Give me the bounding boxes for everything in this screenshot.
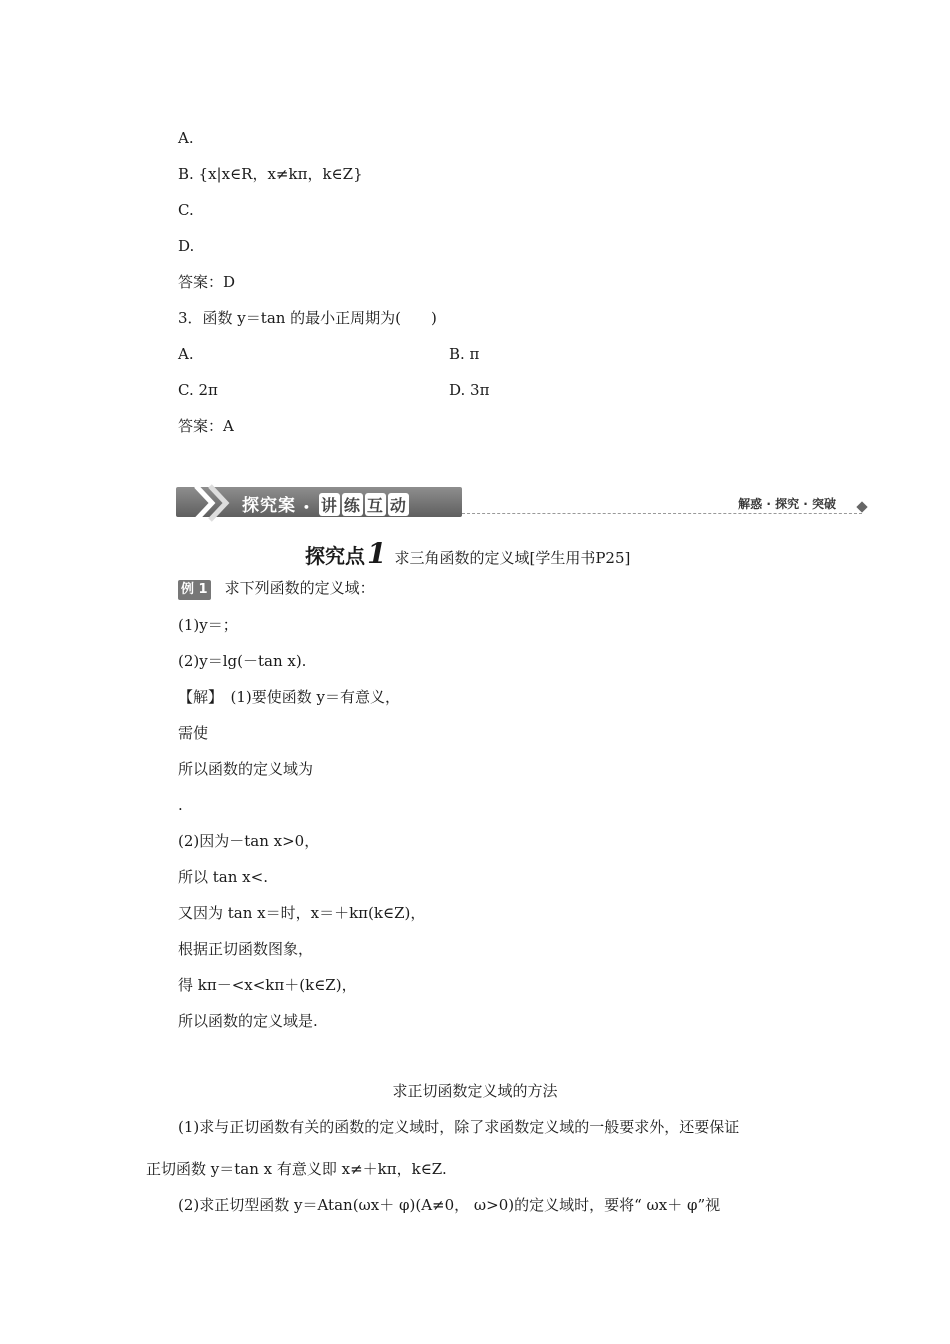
q3-option-c: C. 2π [178, 381, 218, 399]
method-title: 求正切函数定义域的方法 [392, 1082, 558, 1100]
solution-line-4: . [178, 796, 183, 814]
solution-line-5: (2)因为－tan x>0， [178, 832, 320, 850]
banner-title-left: 探究案 [242, 496, 296, 516]
section-heading [305, 537, 630, 570]
banner-divider [462, 513, 862, 514]
banner-separator-dot: • [302, 501, 311, 514]
solution-line-9: 得 kπ－<x<kπ＋(k∈Z)， [178, 976, 357, 994]
solution-line-2: 需使 [178, 724, 209, 742]
method-p1-line2: 正切函数 y＝tan x 有意义即 x≠＋kπ，k∈Z. [146, 1160, 447, 1178]
q2-option-d: D. [178, 237, 195, 255]
solution-line-7: 又因为 tan x＝时，x＝＋kπ(k∈Z)， [178, 904, 426, 922]
q2-option-c: C. [178, 201, 194, 219]
diamond-icon [856, 501, 867, 512]
section-label: 探究点 [305, 544, 365, 568]
q2-answer: 答案：D [178, 273, 236, 291]
section-number: 1 [367, 537, 387, 570]
solution-line-6: 所以 tan x<. [178, 868, 268, 886]
banner-char-2: 练 [342, 493, 363, 516]
example-badge: 例 1 [178, 580, 211, 600]
q3-answer: 答案：A [178, 417, 234, 435]
example-prompt-row [178, 578, 375, 600]
method-p1-line1: (1)求与正切函数有关的函数的定义域时，除了求函数定义域的一般要求外，还要保证 [178, 1118, 740, 1136]
solution-line-3: 所以函数的定义域为 [178, 760, 314, 778]
example-prompt: 求下列函数的定义域： [224, 579, 375, 597]
solution-line-10: 所以函数的定义域是. [178, 1012, 318, 1030]
solution-line-8: 根据正切函数图象， [178, 940, 314, 958]
example-sub-1: (1)y＝； [178, 616, 238, 634]
banner-subtitle: 解惑 · 探究 · 突破 [738, 497, 836, 511]
chevron-right-icon [190, 484, 240, 522]
example-sub-2: (2)y＝lg(－tan x). [178, 652, 307, 670]
banner-title [242, 491, 410, 516]
q3-option-b: B. π [449, 345, 480, 363]
q3-option-d: D. 3π [449, 381, 490, 399]
section-title: 求三角函数的定义域[学生用书P25] [394, 549, 631, 567]
q3-option-a: A. [178, 345, 194, 363]
q3-stem: 3．函数 y＝tan 的最小正周期为( ) [178, 309, 437, 327]
banner-char-4: 动 [388, 493, 409, 516]
method-p2-line1: (2)求正切型函数 y＝Atan(ωx＋ φ)(A≠0， ω>0)的定义域时，要将“ ωx＋ φ”视 [178, 1196, 721, 1214]
banner-char-3: 互 [365, 493, 386, 516]
solution-line-1: 【解】 (1)要使函数 y＝有意义， [178, 688, 400, 706]
banner-char-1: 讲 [319, 493, 340, 516]
section-banner [176, 483, 870, 523]
q2-option-b: B. {x|x∈R，x≠kπ，k∈Z} [178, 165, 363, 183]
q2-option-a: A. [178, 129, 194, 147]
